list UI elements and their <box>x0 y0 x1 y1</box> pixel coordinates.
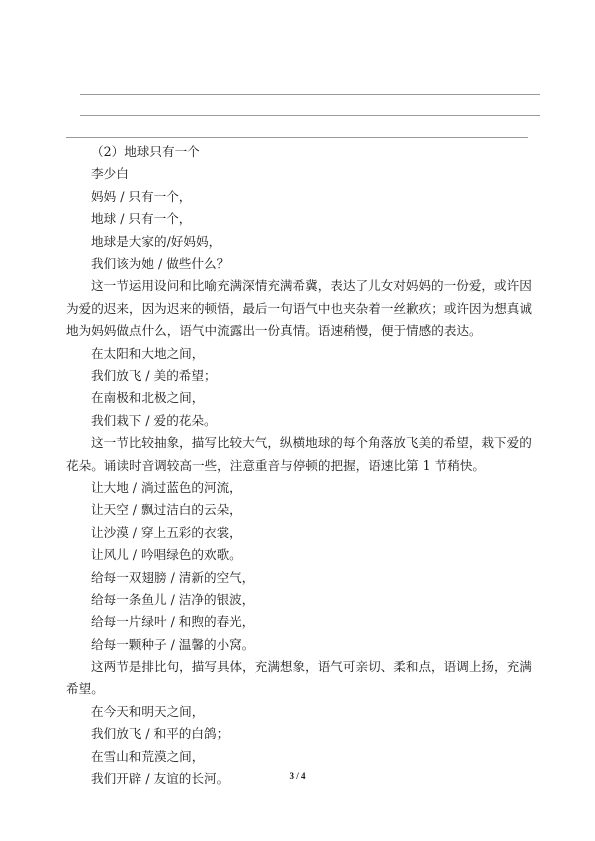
page-number: 3 / 4 <box>289 771 306 781</box>
answer-line-1 <box>80 94 540 95</box>
poem-line: 给每一片绿叶 / 和煦的春光， <box>91 614 255 630</box>
poem-line: 在南极和北极之间， <box>91 390 205 406</box>
poem-line: 我们开辟 / 友谊的长河。 <box>91 771 230 787</box>
poem-line: 地球是大家的/好妈妈， <box>91 233 222 249</box>
poem-line: 我们放飞 / 美的希望； <box>91 367 217 383</box>
commentary-paragraph: 这两节是排比句，描写具体，充满想象，语气可亲切、柔和点，语调上扬，充满希望。 <box>66 659 532 697</box>
poem-line: 让大地 / 淌过蓝色的河流， <box>91 479 242 495</box>
commentary-paragraph: 这一节运用设问和比喻充满深情充满希冀，表达了儿女对妈妈的一份爱，或许因为爱的迟来，因为迟来的顿悟，最后一句语气中也夹杂着一丝歉疚；或许因为想真诚地为妈妈做点什么，语气中流露出一份真情。语速稍慢，便于情感的表达。 <box>66 278 532 339</box>
poem-line: 让沙漠 / 穿上五彩的衣裳， <box>91 524 242 540</box>
poem-line: 我们栽下 / 爱的花朵。 <box>91 412 217 428</box>
poem-line: 让天空 / 飘过洁白的云朵， <box>91 502 242 518</box>
answer-line-3 <box>66 137 528 138</box>
document-body <box>66 141 533 790</box>
poem-line: 给每一双翅膀 / 清新的空气， <box>91 569 255 585</box>
poem-line: 给每一颗种子 / 温馨的小窝。 <box>91 636 255 652</box>
poem-line: 让风儿 / 吟唱绿色的欢歌。 <box>91 547 242 563</box>
commentary-paragraph: 这一节比较抽象，描写比较大气，纵横地球的每个角落放飞美的希望，栽下爱的花朵。诵读时音调较高一些，注意重音与停顿的把握，语速比第 1 节稍快。 <box>66 435 532 473</box>
poem-line: 给每一条鱼儿 / 洁净的银波， <box>91 591 255 607</box>
answer-line-2 <box>80 115 540 116</box>
poem-line: （2）地球只有一个 <box>91 144 200 159</box>
poem-line: 在雪山和荒漠之间， <box>91 748 205 764</box>
poem-line: 我们该为她 / 做些什么？ <box>91 255 230 271</box>
poem-line: 在今天和明天之间， <box>91 703 205 719</box>
poem-line: 我们放飞 / 和平的白鸽； <box>91 726 230 742</box>
poem-line: 地球 / 只有一个， <box>91 211 192 227</box>
poem-line: 妈妈 / 只有一个， <box>91 188 192 204</box>
poem-line: 李少白 <box>91 166 129 182</box>
poem-line: 在太阳和大地之间， <box>91 345 205 361</box>
